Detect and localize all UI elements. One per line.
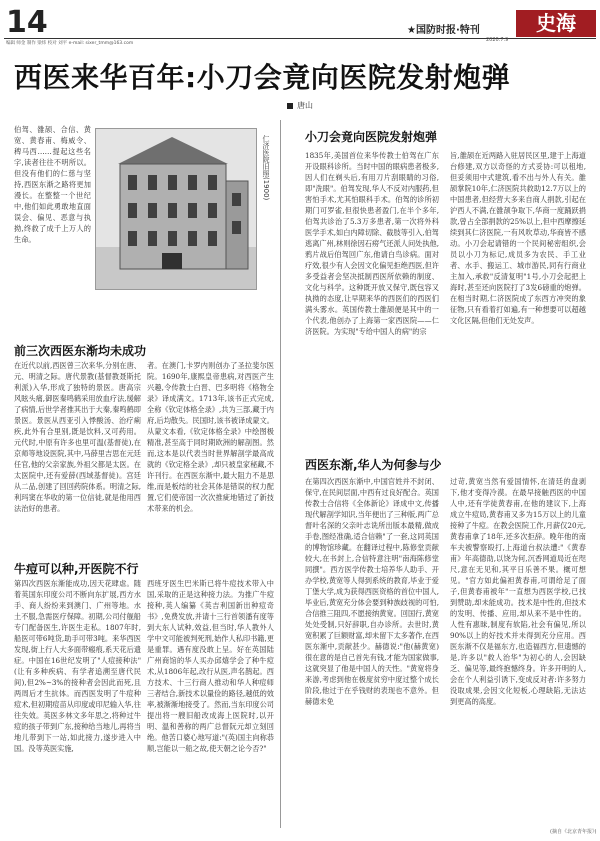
byline — [287, 100, 313, 111]
section-paragraph: 1835年,美国首位来华传教士伯驾在广东开设眼科诊所。当时中国的眼病患者极多,因人们在剃头后,有用刀片刮眼睛的习俗,即"洗眼"。伯驾发现,华人不反对内服药,但害怕手术,尤其怕眼科手术。伯驾的诊所初期门可罗雀,但很快患者盈门,在半个多年,伯驾共诊治了5.3万多患者,第一次将外科医学手术,如白内障切除、截肢等引入,伯驾逃离广州,林则徐因石痨气还派人问处执他,鸦片战后伯驾回广东,他请白鸟诊病。面对疗效,很少有人会因文化偏见拒绝西医,但许多受益者会坚决抵制西医所依赖的制度、文化与科学。这种既开放又保守,既包容又执拗的态度,让早期来华的西医们的西医们满头雾水。英国传教士雒颉便是其中的一个代表,他创办了上海第一家西医院——仁济医院。为实现"专给中国人的病"的宗 — [305, 151, 439, 336]
headline: 西医来华百年:小刀会竟向医院发射炮弹 — [14, 61, 511, 94]
section-badge: 史海 — [516, 10, 596, 37]
section-heading: 牛痘可以种,开医院不行 — [14, 562, 139, 576]
issue-date: 2020.7.9 — [486, 37, 509, 43]
building-illustration — [96, 129, 256, 289]
square-icon — [287, 103, 293, 109]
intro-paragraph: 伯驾、雒颉、合信、黄宽、黄春甫、梅威令、稗马西……提起这些名字,读者往往不明所以。但没有他们的仁慈与坚持,西医东渐之路将更加漫长。在整整一个世纪中,他们如此勇敢地直面误会、偏见、恶意与执拗,终救了成千上万人的生命。 — [14, 125, 91, 244]
section-heading: 西医东渐,华人为何参与少 — [305, 458, 442, 472]
staff-line: 编辑 师金 制作 梁炜 校对 刘平 e-mail: sixer_tmm@163.com — [6, 41, 134, 46]
section-paragraph: 在第四次西医东渐中,中国官姓并不封闭、保守,在民间层面,中西有过良好配合。英国传教士合信将《全体新论》译成中文,传播现代解剖学知识,当年便出了三种版,两广总督叶名深的父亲叶志诜所出版本最精,做成手卷,图经准确,适合信赖"了一套,这同英国的博物馆珍藏。在翻译过程中,陈修堂贡献较大,在书封上,合信特意注明"南海陈修堂同撰"。西方医学传教士培养华人助手、开办学校,黄宽等人得到系统的教育,毕业于爱丁堡大学,成为获得西医资格的首位中国人,毕业后,黄宽充分体会要到种族歧视的可怕,合信推三阻四,不愿接纳黄宽。回国行,黄宽处处受制,只好辞职,自办诊所。去世时,黄宽积累了巨额财富,却未留下太多著作,在西医东渐中,贡献甚少。赫德说:"他(赫黄宽)很在意的是自己首先有钱,才能为国家做事,这就突显了他是中国人的天性。"黄宽将身来游,考虑到他在极度贫穷中度过整个成长阶段,他过于在乎钱财的表现也不意外。但赫德未免 — [305, 477, 439, 706]
section-paragraph: 过苛,黄宽当然有爱国情怀,在清廷的盘剥下,他才变得冷漠。在最早接触西医的中国人中,还有学徒黄春甫,在他的建议下,上海成立牛痘局,黄春甫又多为15万以上的儿童接种了牛痘。在教会医院工作,月薪仅20元,黄春甫拿了18年,还多次拒辞。晚年他的南车夫被警察殴打,上海道台叔法遭:"《黄春甫》年高德劭,以饶为何,沉香网道局近在咫尺,意在无见和,其平日乐善不果。概可想见。"官方如此偏袒黄春甫,可谓给足了面子,但黄春甫被年"一直想为西医学校,已找到赞助,却未能成功。技术是中性的,但技术的发明、传播、应用,却从来不是中性的。人性有惠昧,制度有软陷,社会有偏见,所以90%以上的好技术并未得到充分应用。西医东渐不仅是福东方,也造福西方,但遗憾的是,许多以"救人治华"为初心的人,会因缺乏、偏见等,最终抱憾终身。许多开明的人,会在个人利益引诱下,变成反对者:许多努力没取成果,会因文化短板,心理缺陷,无法达到更高的高度。 — [450, 477, 586, 706]
byline-author: 唐山 — [297, 101, 313, 110]
section-paragraph: 西班牙医生巴米斯已将牛痘技术带入中国,采取的正是这种接力法。为推广牛痘接种,英人编纂《英吉利国新出种痘奇书》,免费发放,并请十三行首领潘有度等到大东人试种,效益,但当时,华人教外人学中文可能被判死刑,始作人私印书籍,更是重罪。遇有度没敢上呈。好在英国陆广州商馆的华人买办邱熺学会了种牛痘术,从1806年起,改行从医,声名鹊起。西方技术、十三行商人推动和华人种痘师三者结合,新技术以量俭的路径,越低的效率,被渐渐地接受了。然而,当东印度公司提出将一艘旧船改成海上医院时,以开明、温和善称的两广总督阮元却立刻回绝。他苦口婆心地写道:"(英)国主向称恭顺,岂能以一船之故,使天朝之论今否?" — [147, 579, 274, 753]
section-paragraph: 者。在澳门,卡罗内则创办了圣拉斐尔医院。1690年,康熙皇帝患病,对西医产生兴趣,令传教士白晋、巴多明将《格物全录》译成满文。1713年,该书正式完成,全称《钦定体格全录》,共为三部,藏于内府,后均散失。民国时,该书被译成蒙文。从蒙文本看,《钦定体格全录》中绘图极精准,甚至高于同时期欧洲的解剖图。然而,这本是以代表当时世界解剖学最高成就的《钦定格全录》,却只被皇家秘藏,不许刊行。在西医东渐中,最大阻力不是思维,而是板结的社会其体是错误的权力配置,它们使帝国一次次推疵地错过了新技术带来的机会。 — [147, 361, 274, 513]
paper-name: ★国防时报·特刊 — [407, 25, 480, 36]
section-paragraph: 旨,雒颉在近两路入驻居民区里,建于上海道台修建,双方以奇怪的方式妥协:可以租地,但妥须用中式建筑,看不出与外人有关。雒颉掌院10年,仁济医院共救助12.7万以上的中国患者,但经营大多来自商人捐款,引起在沪西人不满,在雒颉争取下,华商一度踊跃捐款,曾占全部捐款的25%以上,但中西摩擦延续到其仁济医院,一有风吹草动,华商皆不感动。小刀会起请错的一个民间秘密组织,会员以小刀为标记,成员多为农民、手工业者、水手、搬运工、城市游民,同有行商业主加入,承救"反清复明"1号,小刀会起把上海时,甚至还向医院打了3发6磅重的炮弹。在相当时期,仁济医院成了东西方冲突的象征物,只有看着打如遍,有一种想要可以超越文化区隔,但他们无处发声。 — [450, 151, 586, 325]
page-number: 14 — [6, 5, 48, 40]
section-heading: 小刀会竟向医院发射炮弹 — [305, 130, 438, 144]
section-paragraph: 第四次西医东渐能成功,因天花肆虐。随着英国东印度公司不断向东扩展,西方水手、商人纷纷来到澳门、广州等地。水土不服,急需医疗保障。初期,公司付舰船专门配备医生,许医生走私。1807年时,船医可带6吨货,助手可带3吨。来华西医发现,街上行人大多面带瘢痕,系天花后遗症。中国在16世纪发明了"人痘接种法"(让有多种疾病、有学者追溯至唐代民间),但2%~3%的接种者会因此而死,且两周后才生抗体。而西医发明了牛痘种痘术,但初期痘苗从印度或印尼输入华,往往失效。英医多林文多年思之,将种过牛痘的孩子带到广东,接种给当地儿,再将当地儿带到下一站,如此接力,遂步进入中国。没等英医实施, — [14, 579, 141, 753]
hospital-photo — [95, 128, 257, 290]
section-heading: 前三次西医东渐均未成功 — [14, 344, 147, 358]
source-note: (摘自《北京青年报》) — [550, 829, 597, 835]
section-paragraph: 在近代以前,西医曾三次来华,分别在唐、元、明清之际。唐代景教(基督教聂斯托利派)入华,形成了独特的景医。唐高宗风眩头痛,御医秦鸣鹤采用放血疗法,缓解了病情,后世学者推其出于大秦,秦鸣鹤即景医。景医从西亚引入悸酸汤、治疗痢疾,此外有合里别,既是饮料,又可药用。元代时,中原有许多也里可温(基督徒),在京师等地设医院,其中,马薛里吉思在元廷任官,他的父亲家族,外祖父都是太医。在太医院中,还有爱薛(西域基督徒)。宫廷从二品,创建了回回药院体系。明清之际,利玛窦在华收的第一位信徒,就是他用西法治好的患者。 — [14, 361, 141, 513]
column-divider — [280, 120, 281, 828]
photo-caption: 仁济医院旧照(1900) — [262, 135, 270, 201]
